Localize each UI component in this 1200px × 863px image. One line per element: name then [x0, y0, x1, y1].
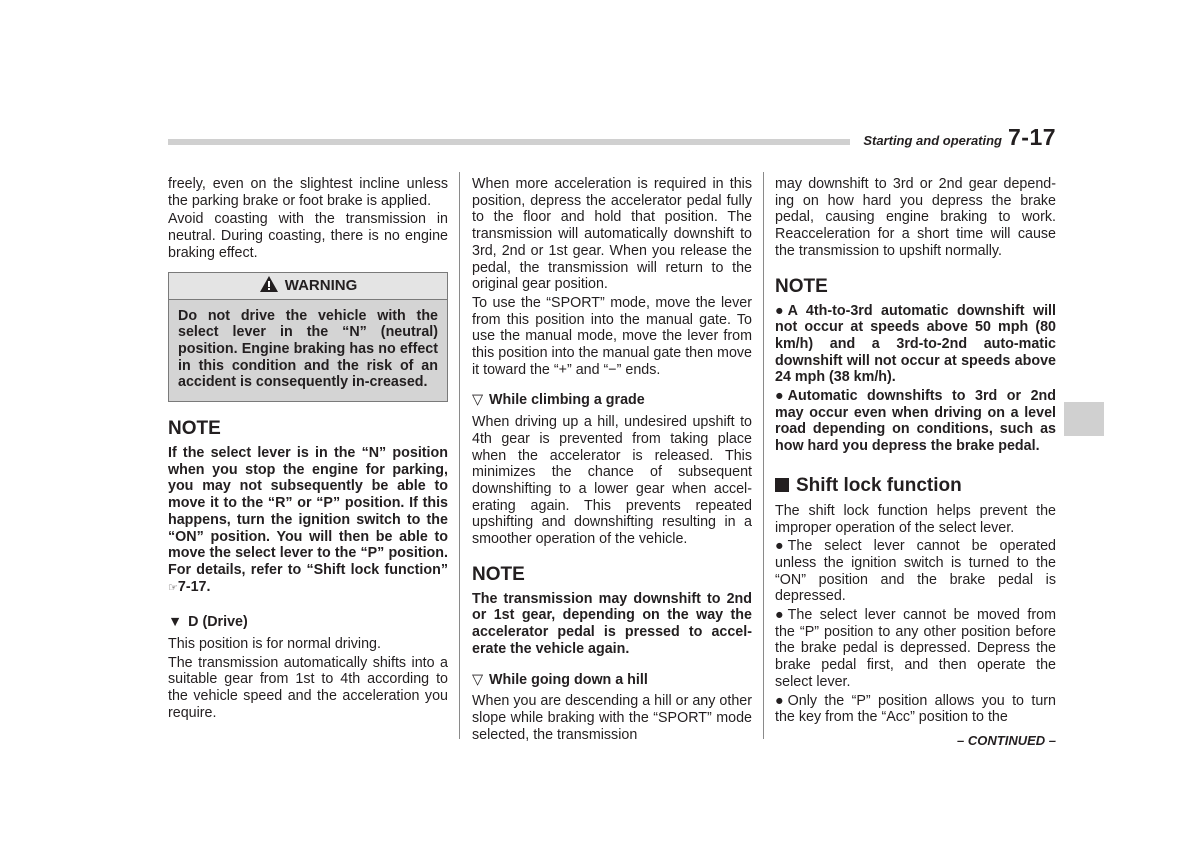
bullet-icon: ●	[775, 692, 784, 709]
paragraph: The shift lock function helps prevent the improper operation of the select lever.	[775, 502, 1056, 536]
note-body: If the select lever is in the “N” position when you stop the engine for parking, you may not subsequently be able to move it to the “R” or “P” position. If this happens, turn the ignition switch to the “ON” position. You will then be able to move the select lever to the “P” position. For details, refer to “Shift lock function”	[168, 445, 448, 578]
note-text	[168, 445, 448, 596]
chapter-thumb-tab	[1064, 402, 1104, 436]
column-3	[775, 176, 1056, 728]
paragraph: To use the “SPORT” mode, move the lever from this position into the manual gate. To use the manual mode, move the lever from this position into the manual gate then move it toward the “+” and “−” ends.	[472, 294, 752, 378]
list-item	[775, 607, 1056, 691]
paragraph: When more acceleration is required in this position, depress the accelerator pedal fully to the floor and hold that position. The transmission will automatically downshift to 3rd, 2nd or 1st gear. When you release the pedal, the transmission will return to the original gear position.	[472, 176, 752, 293]
downhill-heading-label: While going down a hill	[489, 671, 648, 688]
note-bullet	[775, 303, 1056, 387]
paragraph: When driving up a hill, undesired upshift to 4th gear is prevented from taking place when the accelerator is released. This minimizes the chance of subsequent downshifting to a lower gear when accel-erating again. This prevents repeated upshifting and downshifting resulting in a smoother operation of the vehicle.	[472, 414, 752, 548]
paragraph: When you are descending a hill or any other slope while braking with the “SPORT” mode selected, the transmission	[472, 693, 752, 743]
section-title: Starting and operating	[863, 133, 1002, 148]
bullet-icon: ●	[775, 607, 784, 624]
list-item	[775, 693, 1056, 726]
section-heading	[775, 475, 1056, 497]
bullet-icon: ●	[775, 388, 784, 405]
warning-title: WARNING	[284, 276, 358, 294]
bullet-icon: ●	[775, 302, 784, 319]
climb-heading-label: While climbing a grade	[489, 392, 645, 409]
list-item-text: Only the “P” position allows you to turn the key from the “Acc” position to the	[775, 692, 1056, 726]
drive-heading-label: D (Drive)	[188, 614, 248, 631]
list-item-text: The select lever cannot be moved from the “P” position to any other position before the brake pedal is depressed. Depress the brake pedal first, and then operate the select lever.	[775, 607, 1056, 690]
page-number: 7-17	[1008, 124, 1057, 150]
warning-box	[168, 272, 448, 403]
bullet-icon: ●	[775, 538, 784, 555]
note-reference: 7-17.	[177, 578, 211, 595]
note-bullet	[775, 388, 1056, 455]
section-heading-label: Shift lock function	[796, 474, 962, 496]
drive-heading	[168, 614, 448, 631]
outline-triangle-down-icon: ▽	[472, 671, 483, 688]
list-item-text: The select lever cannot be operated unless the ignition switch is turned to the “ON” position and the brake pedal is depressed.	[775, 538, 1056, 605]
header-rule	[168, 139, 850, 145]
paragraph: The transmission automatically shifts into a suitable gear from 1st to 4th according to the vehicle speed and the acceleration you require.	[168, 654, 448, 721]
warning-header	[169, 273, 447, 300]
paragraph: Avoid coasting with the transmission in neutral. During coasting, there is no engine braking effect.	[168, 211, 448, 261]
solid-triangle-down-icon: ▼	[168, 614, 183, 631]
paragraph: freely, even on the slightest incline unless the parking brake or foot brake is applied.	[168, 176, 448, 209]
list-item	[775, 538, 1056, 605]
note-title: NOTE	[775, 275, 828, 297]
downhill-heading	[472, 672, 752, 689]
paragraph: This position is for normal driving.	[168, 636, 381, 653]
warning-text: Do not drive the vehicle with the select lever in the “N” (neutral) position. Engine braking has no effect in this condition and the risk of an accident is consequently in-creased.	[169, 300, 447, 402]
climb-heading	[472, 392, 752, 409]
note-text: The transmission may downshift to 2nd or 1st gear, depending on the way the accelerator pedal is pressed to accel-erate the vehicle again.	[472, 590, 752, 657]
paragraph: may downshift to 3rd or 2nd gear depend-ing on how hard you depress the brake pedal, causing engine braking to work. Reacceleration for a short time will cause the transmission to upshift normally.	[775, 176, 1056, 259]
note-title: NOTE	[472, 563, 525, 585]
column-1	[168, 176, 448, 724]
note-title: NOTE	[168, 418, 221, 440]
column-divider	[763, 172, 764, 739]
note-bullet-text: A 4th-to-3rd automatic downshift will not occur at speeds above 50 mph (80 km/h) and a 3rd-to-2nd auto-matic downshift will not occur at speeds above 24 mph (38 km/h).	[775, 302, 1056, 386]
square-bullet-icon	[775, 478, 789, 492]
page-reference-icon: ☞	[168, 581, 178, 594]
note-bullet-text: Automatic downshifts to 3rd or 2nd may occur even when driving on a level road depending on conditions, such as how hard you depress the brake pedal.	[775, 388, 1056, 455]
outline-triangle-down-icon: ▽	[472, 392, 483, 409]
continued-label: – CONTINUED –	[957, 733, 1056, 748]
warning-triangle-icon	[259, 275, 279, 293]
column-2	[472, 176, 752, 745]
column-divider	[459, 172, 460, 739]
